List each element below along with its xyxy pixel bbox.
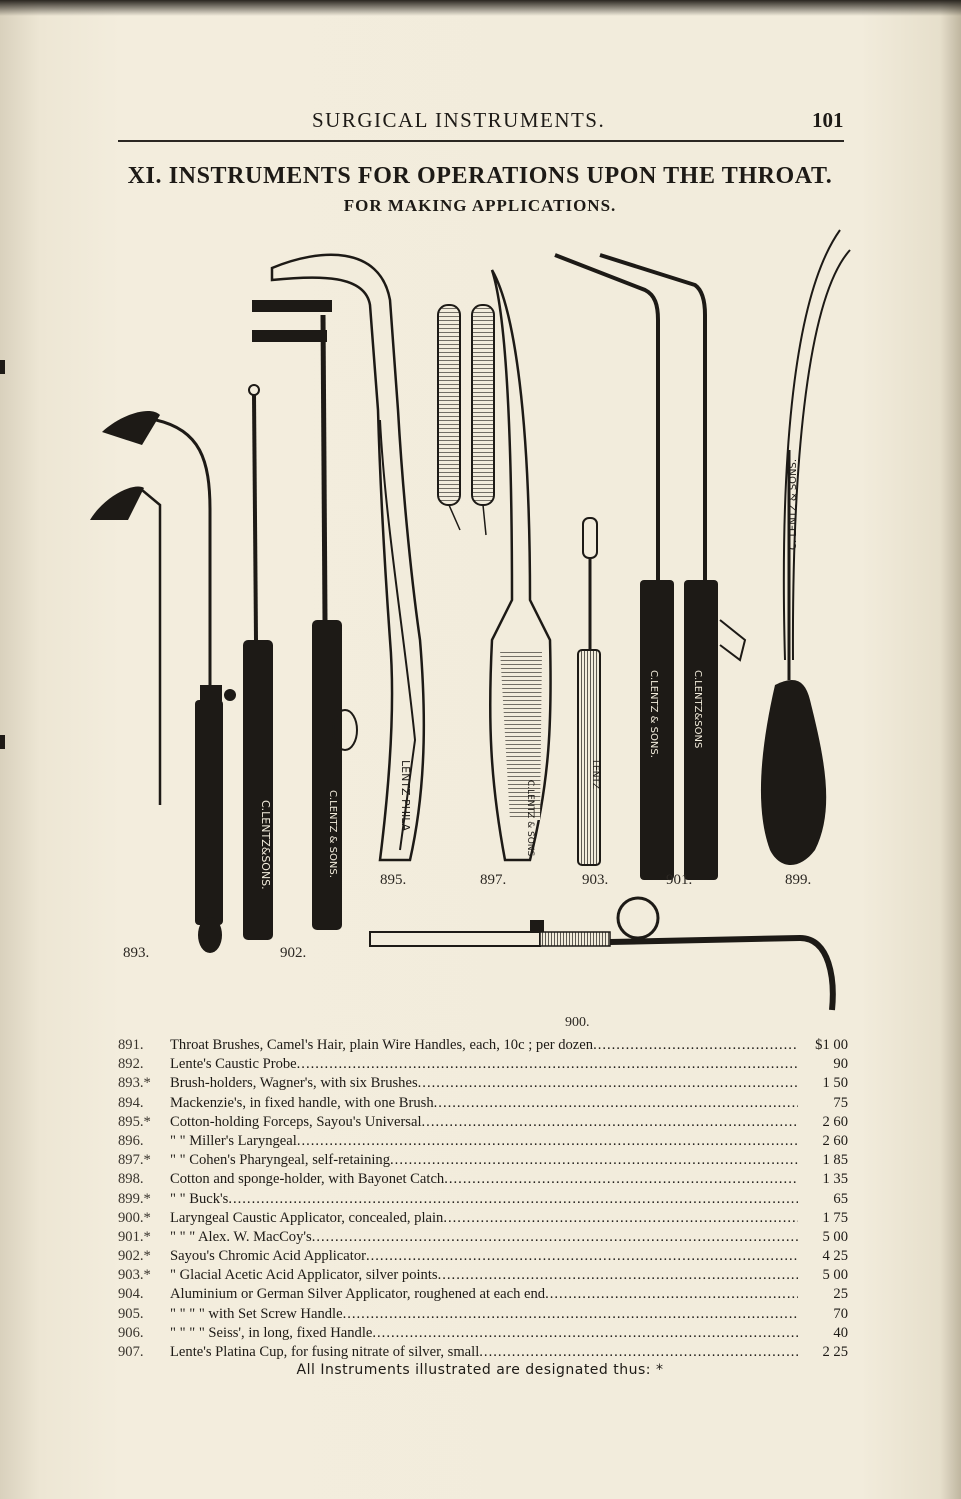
item-description: " " " Alex. W. MacCoy's ..... (170, 1228, 798, 1247)
item-price: 25 (800, 1285, 848, 1304)
engraving-901b: C.LENTZ&SONS (692, 670, 703, 749)
item-number: 894. (118, 1094, 144, 1111)
item-number: 898. (118, 1171, 144, 1188)
item-number: 895.* (118, 1113, 151, 1130)
price-list-row (118, 1170, 848, 1189)
item-price: 5 00 (800, 1228, 848, 1247)
item-number: 893.* (118, 1075, 151, 1092)
item-number: 901.* (118, 1228, 151, 1245)
item-number: 904. (118, 1286, 144, 1303)
price-list-row (118, 1190, 848, 1209)
price-list-row (118, 1055, 848, 1074)
item-number: 905. (118, 1305, 144, 1322)
item-number: 891. (118, 1037, 144, 1053)
price-list (118, 1036, 848, 1362)
item-price: 2 60 (800, 1132, 848, 1151)
figure-label-903: 903. (582, 872, 609, 888)
item-description: Lente's Platina Cup, for fusing nitrate of silver, small ..... (170, 1343, 798, 1362)
item-price: 90 (800, 1055, 848, 1074)
item-description: Cotton-holding Forceps, Sayou's Universal ..... (170, 1113, 798, 1132)
footer-note: All Instruments illustrated are designated thus: * (296, 1362, 664, 1378)
item-number: 897.* (118, 1152, 151, 1169)
figure-label-899: 899. (785, 872, 812, 888)
item-number: 902.* (118, 1248, 151, 1265)
item-description: " " Miller's Laryngeal ..... (170, 1132, 798, 1151)
instrument-893 (90, 411, 236, 953)
instrument-903 (578, 518, 600, 865)
price-list-row (118, 1074, 848, 1093)
item-description: " " " " with Set Screw Handle ..... (170, 1305, 798, 1324)
item-description: Laryngeal Caustic Applicator, concealed, plain ..... (170, 1209, 798, 1228)
item-price: 65 (800, 1190, 848, 1209)
page-top-shadow (0, 0, 961, 16)
instruments-illustration (80, 220, 880, 1020)
figure-label-902: 902. (280, 945, 307, 961)
item-description: " " Buck's ..... (170, 1190, 798, 1209)
price-list-row (118, 1151, 848, 1170)
price-list-row (118, 1209, 848, 1228)
item-number: 907. (118, 1344, 144, 1360)
item-number: 900.* (118, 1209, 151, 1226)
item-price: 1 85 (800, 1151, 848, 1170)
figure-label-901: 901. (666, 872, 693, 888)
instrument-902 (312, 315, 357, 930)
engraving-902: C.LENTZ & SONS. (327, 790, 338, 878)
item-description: Mackenzie's, in fixed handle, with one Brush ..... (170, 1094, 798, 1113)
header-rule (118, 140, 844, 142)
engraving-903: LENTZ (590, 760, 600, 790)
engraving-895: LENTZ PHILA (399, 760, 412, 832)
item-description: Brush-holders, Wagner's, with six Brushes ..... (170, 1074, 798, 1093)
engraving-897: C.LENTZ & SONS (525, 780, 535, 857)
item-price: 1 35 (800, 1170, 848, 1189)
item-price: 1 75 (800, 1209, 848, 1228)
item-price: 75 (800, 1094, 848, 1113)
item-description: Aluminium or German Silver Applicator, roughened at each end ..... (170, 1285, 798, 1304)
engraving-899: C. LENTZ & SONS. (788, 458, 799, 550)
item-price: 4 25 (800, 1247, 848, 1266)
price-list-row (118, 1266, 848, 1285)
item-description: " " Cohen's Pharyngeal, self-retaining ..... (170, 1151, 798, 1170)
running-title: SURGICAL INSTRUMENTS. (312, 108, 606, 132)
item-price: 70 (800, 1305, 848, 1324)
price-list-row (118, 1132, 848, 1151)
price-list-row (118, 1285, 848, 1304)
item-description: Throat Brushes, Camel's Hair, plain Wire Handles, each, 10c ; per dozen ..... (170, 1036, 798, 1055)
instrument-899 (761, 230, 850, 865)
price-list-row (118, 1343, 848, 1362)
margin-mark (0, 360, 5, 374)
item-price: 1 50 (800, 1074, 848, 1093)
figure-label-897: 897. (480, 872, 507, 888)
item-price: 40 (800, 1324, 848, 1343)
serrated-blades (438, 305, 494, 535)
item-price: 2 60 (800, 1113, 848, 1132)
price-list-row (118, 1036, 848, 1055)
item-price: $1 00 (800, 1036, 848, 1055)
page-number: 101 (812, 108, 844, 132)
section-subtitle: FOR MAKING APPLICATIONS. (343, 196, 617, 215)
figure-label-900: 900. (565, 1015, 590, 1030)
item-description: Sayou's Chromic Acid Applicator ..... (170, 1247, 798, 1266)
running-head (0, 108, 961, 138)
item-description: Cotton and sponge-holder, with Bayonet Catch ..... (170, 1170, 798, 1189)
instrument-902-left (243, 385, 273, 940)
item-price: 2 25 (800, 1343, 848, 1362)
item-description: " Glacial Acetic Acid Applicator, silver points ..... (170, 1266, 798, 1285)
item-number: 903.* (118, 1267, 151, 1284)
engraving-901a: C.LENTZ & SONS. (648, 670, 659, 758)
price-list-row (118, 1094, 848, 1113)
engraving-893: C.LENTZ&SONS. (259, 800, 272, 890)
section-title: XI. INSTRUMENTS FOR OPERATIONS UPON THE THROAT. (127, 163, 833, 189)
price-list-row (118, 1228, 848, 1247)
figure-label-895: 895. (380, 872, 407, 888)
margin-mark (0, 735, 5, 749)
instrument-897 (490, 270, 550, 860)
figure-label-893: 893. (123, 945, 150, 961)
item-number: 896. (118, 1132, 144, 1149)
item-description: Lente's Caustic Probe ..... (170, 1055, 798, 1074)
item-price: 5 00 (800, 1266, 848, 1285)
price-list-row (118, 1113, 848, 1132)
price-list-row (118, 1305, 848, 1324)
item-number: 892. (118, 1056, 144, 1073)
instrument-900 (370, 898, 833, 1010)
price-list-row (118, 1247, 848, 1266)
item-description: " " " " Seiss', in long, fixed Handle ..... (170, 1324, 798, 1343)
item-number: 906. (118, 1324, 144, 1341)
price-list-row (118, 1324, 848, 1343)
item-number: 899.* (118, 1190, 151, 1207)
